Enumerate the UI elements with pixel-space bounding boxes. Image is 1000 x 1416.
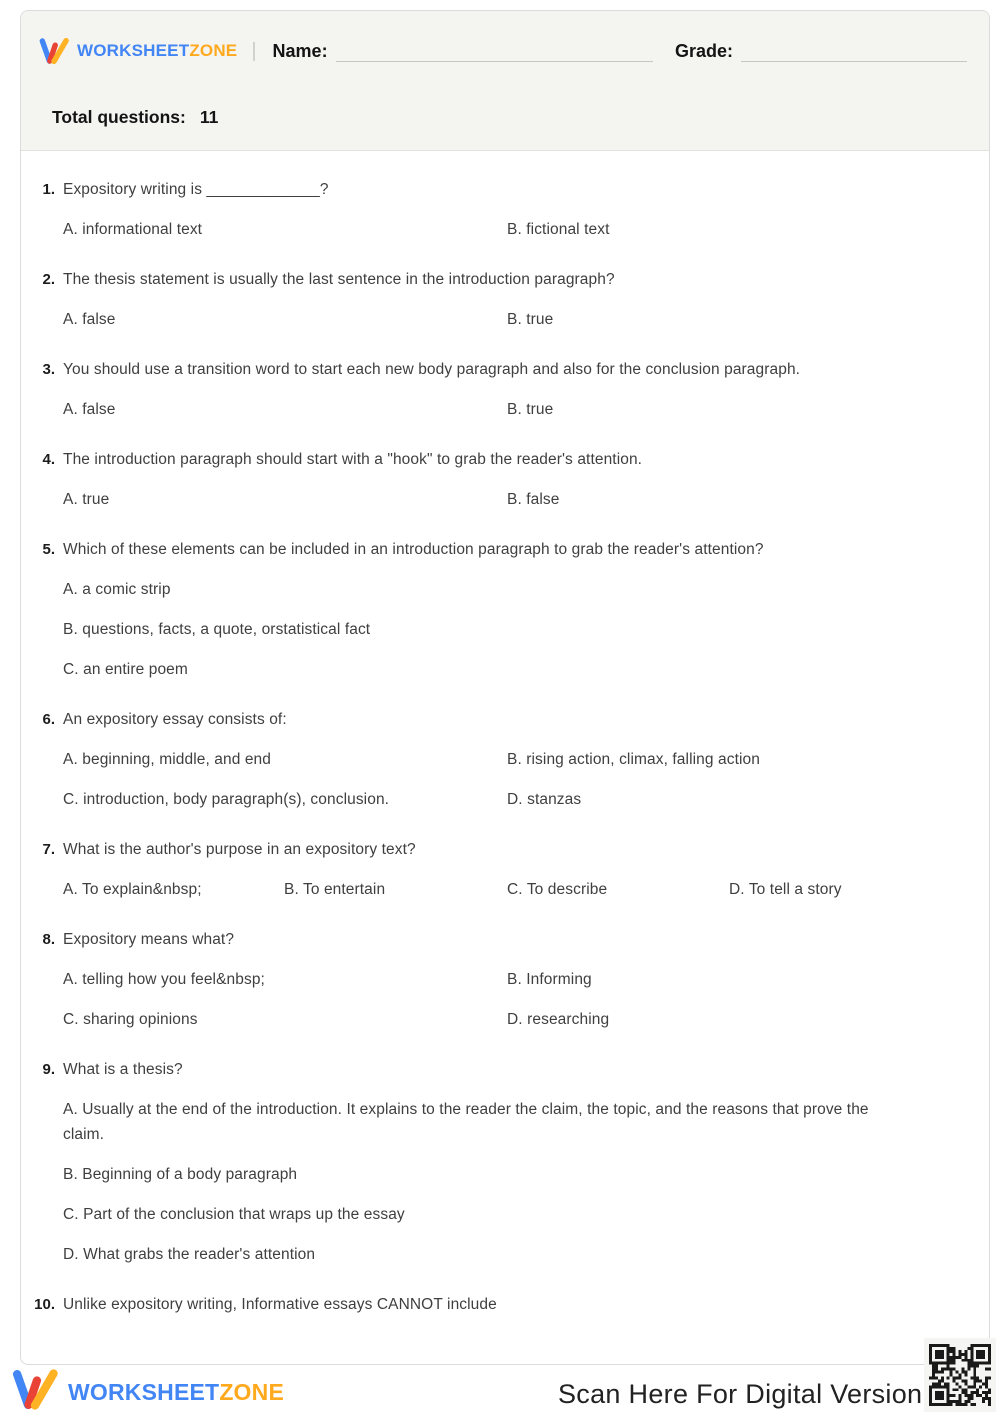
question-number: 8. xyxy=(42,931,55,948)
options-group xyxy=(63,307,967,332)
question-text: What is the author's purpose in an expository text? xyxy=(63,841,416,858)
question-number: 6. xyxy=(42,711,55,728)
option[interactable]: B. true xyxy=(507,401,554,418)
option[interactable]: C. Part of the conclusion that wraps up the essay xyxy=(63,1206,405,1223)
options-group xyxy=(63,397,967,422)
option[interactable]: B. questions, facts, a quote, orstatistical fact xyxy=(63,621,371,638)
scan-here-text: Scan Here For Digital Version xyxy=(558,1379,923,1409)
option[interactable]: A. false xyxy=(63,311,116,328)
option[interactable]: D. researching xyxy=(507,1011,610,1028)
footer-brand-secondary: ZONE xyxy=(219,1378,285,1405)
options-group xyxy=(63,877,967,902)
question-number: 1. xyxy=(42,181,55,198)
brand-name-primary: WORKSHEET xyxy=(77,41,190,60)
name-label: Name: xyxy=(272,40,328,61)
option[interactable]: B. fictional text xyxy=(507,221,610,238)
options-group xyxy=(63,217,967,242)
question-5 xyxy=(33,537,967,682)
brand-name xyxy=(77,41,237,61)
questions-list xyxy=(21,151,989,1317)
option[interactable]: A. informational text xyxy=(63,221,203,238)
qr-code xyxy=(924,1338,996,1412)
option[interactable]: B. To entertain xyxy=(284,881,386,898)
option[interactable]: D. What grabs the reader's attention xyxy=(63,1246,316,1263)
question-number: 7. xyxy=(42,841,55,858)
question-number: 4. xyxy=(42,451,55,468)
question-number: 5. xyxy=(42,541,55,558)
option[interactable]: C. introduction, body paragraph(s), conclusion. xyxy=(63,791,390,808)
total-questions-value: 11 xyxy=(199,107,219,127)
brand-name-secondary: ZONE xyxy=(189,41,238,60)
question-8 xyxy=(33,927,967,1032)
question-text: Unlike expository writing, Informative essays CANNOT include xyxy=(63,1296,497,1313)
question-number: 3. xyxy=(42,361,55,378)
options-group xyxy=(63,487,967,512)
footer-brand-name xyxy=(68,1379,284,1406)
question-number: 2. xyxy=(42,271,55,288)
option[interactable]: A. To explain&nbsp; xyxy=(63,881,202,898)
question-4 xyxy=(33,447,967,512)
question-2 xyxy=(33,267,967,332)
question-text: Expository means what? xyxy=(63,931,235,948)
option[interactable]: B. rising action, climax, falling action xyxy=(507,751,760,768)
option[interactable]: A. false xyxy=(63,401,116,418)
option[interactable]: B. true xyxy=(507,311,554,328)
options-group xyxy=(63,577,967,682)
question-text: Expository writing is _____________? xyxy=(63,181,329,198)
options-group xyxy=(63,747,967,812)
brand-w-icon xyxy=(12,1368,58,1416)
option[interactable]: A. beginning, middle, and end xyxy=(63,751,271,768)
option[interactable]: C. an entire poem xyxy=(63,661,188,678)
option[interactable]: A. true xyxy=(63,491,110,508)
total-questions-label: Total questions: xyxy=(52,107,186,127)
question-6 xyxy=(33,707,967,812)
option[interactable]: D. To tell a story xyxy=(729,881,842,898)
option[interactable]: B. Beginning of a body paragraph xyxy=(63,1166,298,1183)
option[interactable]: A. a comic strip xyxy=(63,581,171,598)
footer-brand-primary: WORKSHEET xyxy=(68,1378,220,1405)
worksheet-header xyxy=(21,11,989,151)
options-group xyxy=(63,1097,908,1267)
grade-input-line[interactable] xyxy=(741,40,967,62)
question-3 xyxy=(33,357,967,422)
question-text: You should use a transition word to start each new body paragraph and also for the conclusion paragraph. xyxy=(63,361,801,378)
footer-brand-logo xyxy=(12,1368,284,1416)
question-9 xyxy=(33,1057,967,1267)
grade-label: Grade: xyxy=(674,40,733,61)
question-text: An expository essay consists of: xyxy=(63,711,287,728)
question-text: The introduction paragraph should start with a "hook" to grab the reader's attention. xyxy=(63,451,643,468)
question-7 xyxy=(33,837,967,902)
option[interactable]: C. To describe xyxy=(507,881,608,898)
name-input-line[interactable] xyxy=(336,40,653,62)
question-number: 10. xyxy=(34,1296,55,1313)
question-10 xyxy=(33,1292,967,1317)
question-text: The thesis statement is usually the last sentence in the introduction paragraph? xyxy=(63,271,615,288)
option[interactable]: D. stanzas xyxy=(507,791,582,808)
option[interactable]: B. Informing xyxy=(507,971,592,988)
brand-logo xyxy=(39,37,237,65)
question-text: What is a thesis? xyxy=(63,1061,183,1078)
worksheet-card xyxy=(20,10,990,1365)
brand-w-icon xyxy=(39,37,69,65)
total-questions-row xyxy=(39,107,967,128)
option[interactable]: C. sharing opinions xyxy=(63,1011,198,1028)
question-1 xyxy=(33,177,967,242)
option[interactable]: B. false xyxy=(507,491,560,508)
options-group xyxy=(63,967,967,1032)
header-row xyxy=(39,33,967,69)
header-divider: | xyxy=(251,39,257,62)
question-number: 9. xyxy=(42,1061,55,1078)
option[interactable]: A. telling how you feel&nbsp; xyxy=(63,971,265,988)
question-text: Which of these elements can be included in an introduction paragraph to grab the reader's attention? xyxy=(63,541,764,558)
option[interactable]: A. Usually at the end of the introduction. It explains to the reader the claim, the topic, and the reasons that prove the claim. xyxy=(63,1101,869,1143)
